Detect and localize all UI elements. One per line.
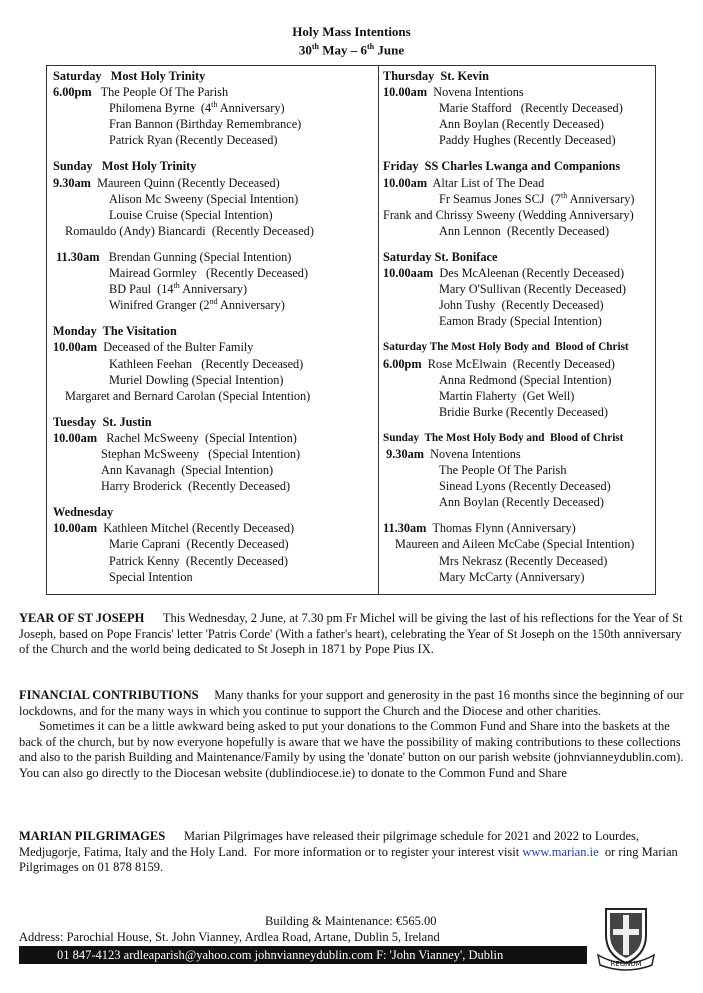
intention-line: [383, 462, 655, 478]
intention-text: Muriel Dowling (Special Intention): [109, 372, 284, 387]
mass-time: 10.00am: [53, 340, 98, 355]
intention-line: [53, 339, 375, 355]
day-heading: Sunday Most Holy Trinity: [53, 159, 197, 174]
intention-line: [383, 84, 655, 100]
intention-text: Patrick Kenny (Recently Deceased): [109, 553, 288, 568]
date-range: [0, 39, 703, 57]
crest-motto: REGNUM: [610, 960, 642, 968]
mass-intentions-table: [46, 65, 656, 595]
ordinal-suffix: th: [560, 190, 568, 200]
intention-line: [53, 207, 375, 223]
intention-line: [53, 281, 375, 297]
intention-text: Des McAleenan (Recently Deceased): [433, 266, 625, 281]
contact-text: 01 847-4123 ardleaparish@yahoo.com johnvianneydublin.com F: 'John Vianney', Dublin: [57, 948, 504, 962]
intention-line: [53, 175, 375, 191]
mass-time: 6.00pm: [383, 356, 422, 371]
intention-text: Paddy Hughes (Recently Deceased): [439, 133, 616, 148]
intention-line: [383, 372, 655, 388]
intention-line: [53, 446, 375, 462]
intention-line: [53, 265, 375, 281]
day-heading: Thursday St. Kevin: [383, 69, 489, 83]
joseph-section: [19, 611, 689, 658]
intention-text: Thomas Flynn (Anniversary): [426, 521, 576, 536]
column-divider: [378, 66, 379, 594]
intention-line: [383, 265, 655, 281]
intention-line: [53, 100, 375, 116]
intention-text: Fran Bannon (Birthday Remembrance): [109, 117, 302, 132]
ordinal-suffix: nd: [209, 297, 218, 307]
intention-line: [383, 223, 655, 239]
date-end-suffix: th: [367, 42, 375, 51]
intention-text: Ann Boylan (Recently Deceased): [439, 117, 604, 132]
intention-line: [383, 207, 655, 223]
intention-text: Fr Seamus Jones SCJ (7: [439, 191, 561, 206]
intention-line: [383, 478, 655, 494]
intention-text: The People Of The Parish: [439, 463, 567, 478]
intention-text: John Tushy (Recently Deceased): [439, 298, 604, 313]
intention-text: Mary McCarty (Anniversary): [439, 569, 585, 584]
intention-text: Kathleen Mitchel (Recently Deceased): [97, 521, 295, 536]
marian-section: [19, 829, 689, 876]
intention-line: [53, 430, 375, 446]
day-block: [53, 68, 375, 148]
intention-text: Patrick Ryan (Recently Deceased): [109, 133, 278, 148]
intention-text: Special Intention: [109, 569, 193, 584]
mass-time: 10.00am: [383, 85, 428, 100]
day-heading: Saturday St. Boniface: [383, 249, 498, 264]
financial-section: [19, 688, 689, 782]
intention-line: [53, 462, 375, 478]
parish-crest-icon: [596, 905, 656, 971]
intention-line: [383, 388, 655, 404]
intention-text: Louise Cruise (Special Intention): [109, 207, 273, 222]
intention-text: Anniversary): [217, 298, 285, 313]
intention-text: Novena Intentions: [424, 446, 521, 461]
intention-line: [383, 356, 655, 372]
intention-text: Frank and Chrissy Sweeny (Wedding Anniversary): [383, 207, 634, 222]
intention-text: Novena Intentions: [427, 85, 524, 100]
right-column: [383, 68, 655, 595]
joseph-body: This Wednesday, 2 June, at 7.30 pm Fr Michel will be giving the last of his reflections for the Year of St Joseph, based on Pope Francis' letter 'Patris Corde' (With a father's heart), celebrating the Year of St Joseph on the 150th anniversary of the Church and the world being dedicated to St Joseph in 1871 by Pope Pius IX.: [19, 611, 686, 657]
day-block: [53, 414, 375, 494]
contact-bar: [19, 946, 587, 964]
day-block: [53, 158, 375, 238]
joseph-heading: YEAR OF ST JOSEPH: [19, 611, 145, 625]
mass-time: 11.30am: [53, 249, 100, 264]
intention-line: [53, 569, 375, 585]
day-heading: Saturday Most Holy Trinity: [53, 69, 206, 83]
intention-line: [383, 446, 655, 462]
intention-text: Brendan Gunning (Special Intention): [99, 249, 292, 264]
intention-text: Ann Boylan (Recently Deceased): [439, 495, 604, 510]
mass-time: 10.00am: [383, 175, 428, 190]
marian-tail: or ring Marian Pilgrimages on 01 878 8159.: [19, 844, 681, 875]
intention-text: Ann Kavanagh (Special Intention): [101, 463, 274, 478]
day-block: [53, 504, 375, 584]
date-start-suffix: th: [311, 42, 319, 51]
intention-line: [53, 388, 375, 404]
intention-text: Eamon Brady (Special Intention): [439, 314, 602, 329]
day-block: [383, 520, 655, 584]
intention-text: Harry Broderick (Recently Deceased): [101, 479, 291, 494]
financial-body: Many thanks for your support and generosity in the past 16 months since the beginning of our lockdowns, and for the many ways in which you continue to support the Church and the Diocese and other charities.: [19, 688, 687, 718]
mass-time: 10.00am: [53, 521, 98, 536]
intention-line: [53, 478, 375, 494]
ordinal-suffix: th: [173, 281, 180, 291]
intention-text: Stephan McSweeny (Special Intention): [101, 446, 301, 461]
day-block: [383, 430, 655, 510]
intention-line: [383, 553, 655, 569]
intention-line: [53, 297, 375, 313]
intention-text: Margaret and Bernard Carolan (Special Intention): [65, 388, 311, 403]
left-column: [53, 68, 375, 595]
intention-line: [383, 536, 655, 552]
intention-text: Philomena Byrne (4: [109, 101, 212, 116]
intention-text: Mairead Gormley (Recently Deceased): [109, 266, 309, 281]
day-heading: Wednesday: [53, 505, 114, 520]
intention-text: Mrs Nekrasz (Recently Deceased): [439, 553, 608, 568]
intention-text: Deceased of the Bulter Family: [97, 340, 254, 355]
date-month: June: [374, 42, 405, 58]
intention-text: Marie Stafford (Recently Deceased): [439, 101, 623, 116]
marian-link[interactable]: www.marian.ie: [522, 844, 599, 859]
intention-line: [53, 132, 375, 148]
day-block: [53, 249, 375, 313]
intention-line: [383, 191, 655, 207]
intention-line: [383, 569, 655, 585]
intention-line: [383, 281, 655, 297]
ordinal-suffix: th: [211, 100, 218, 110]
intention-line: [383, 100, 655, 116]
address-line: Address: Parochial House, St. John Vianney, Ardlea Road, Artane, Dublin 5, Ireland: [19, 930, 440, 944]
intention-text: Kathleen Feehan (Recently Deceased): [109, 356, 304, 371]
intention-line: [53, 356, 375, 372]
day-heading: Sunday The Most Holy Body and Blood of Christ: [383, 431, 624, 444]
intention-line: [53, 223, 375, 239]
intention-text: Ann Lennon (Recently Deceased): [439, 223, 610, 238]
financial-heading: FINANCIAL CONTRIBUTIONS: [19, 688, 199, 702]
intention-line: [383, 520, 655, 536]
day-block: [53, 323, 375, 403]
intention-line: [53, 116, 375, 132]
intention-text: Alison Mc Sweeny (Special Intention): [109, 191, 299, 206]
intention-text: Anniversary): [217, 101, 285, 116]
date-end: 6: [360, 42, 368, 58]
mass-time: 10.00aam: [383, 266, 434, 281]
page-title: Holy Mass Intentions: [292, 24, 411, 39]
intention-line: [383, 132, 655, 148]
mass-time: 9.30am: [53, 175, 91, 190]
intention-line: [383, 404, 655, 420]
financial-body-2: Sometimes it can be a little awkward being asked to put your donations to the Common Fund and Share into the baskets at the back of the church, but by now everyone hopefully is aware that we have the possibility of making contributions to these collections and also to the parish Building and Maintenance/Family by using the 'donate' button on our parish website (johnvianneydublin.com). You can also go directly to the Diocesan website (dublindiocese.ie) to donate to the Common Fund and Share: [19, 719, 684, 780]
intention-text: Altar List of The Dead: [427, 175, 545, 190]
intention-text: Bridie Burke (Recently Deceased): [439, 404, 609, 419]
intention-text: BD Paul (14: [109, 282, 174, 297]
mass-time: 9.30am: [383, 446, 424, 461]
mass-time: 11.30am: [383, 521, 427, 536]
date-start: 30: [298, 42, 312, 58]
intention-line: [53, 191, 375, 207]
intention-line: [53, 372, 375, 388]
day-block: [383, 68, 655, 148]
intention-text: Anniversary): [567, 191, 635, 206]
day-block: [383, 339, 655, 419]
marian-heading: MARIAN PILGRIMAGES: [19, 829, 166, 843]
intention-text: Romauldo (Andy) Biancardi (Recently Deceased): [65, 223, 314, 238]
day-block: [383, 158, 655, 238]
intention-line: [383, 175, 655, 191]
day-heading: Saturday The Most Holy Body and Blood of Christ: [383, 341, 629, 354]
mass-time: 6.00pm: [53, 85, 92, 100]
building-maintenance: Building & Maintenance: €565.00: [265, 914, 437, 928]
intention-text: Maureen and Aileen McCabe (Special Intention): [395, 537, 635, 552]
day-heading: Friday SS Charles Lwanga and Companions: [383, 159, 621, 174]
intention-line: [383, 494, 655, 510]
intention-text: Rose McElwain (Recently Deceased): [421, 356, 615, 371]
intention-line: [53, 84, 375, 100]
intention-line: [383, 297, 655, 313]
mass-time: 10.00am: [53, 430, 98, 445]
intention-line: [53, 249, 375, 265]
date-separator: May –: [318, 42, 361, 58]
intention-text: The People Of The Parish: [91, 85, 229, 100]
intention-text: Mary O'Sullivan (Recently Deceased): [439, 282, 626, 297]
intention-text: Winifred Granger (2: [109, 298, 210, 313]
intention-line: [383, 116, 655, 132]
intention-text: Maureen Quinn (Recently Deceased): [90, 175, 280, 190]
marian-body: Marian Pilgrimages have released their pilgrimage schedule for 2021 and 2022 to Lourdes, Medjugorje, Fatima, Italy and the Holy Land. For more information or to register your interest visit: [19, 829, 643, 859]
intention-text: Sinead Lyons (Recently Deceased): [439, 479, 611, 494]
intention-line: [53, 536, 375, 552]
intention-text: Anna Redmond (Special Intention): [439, 372, 612, 387]
intention-line: [53, 520, 375, 536]
day-heading: Monday The Visitation: [53, 324, 177, 339]
intention-text: Rachel McSweeny (Special Intention): [97, 430, 297, 445]
intention-text: Martin Flaherty (Get Well): [439, 388, 575, 403]
intention-text: Anniversary): [179, 282, 248, 297]
intention-text: Marie Caprani (Recently Deceased): [109, 537, 289, 552]
day-heading: Tuesday St. Justin: [53, 414, 152, 429]
intention-line: [383, 313, 655, 329]
day-block: [383, 249, 655, 329]
intention-line: [53, 553, 375, 569]
